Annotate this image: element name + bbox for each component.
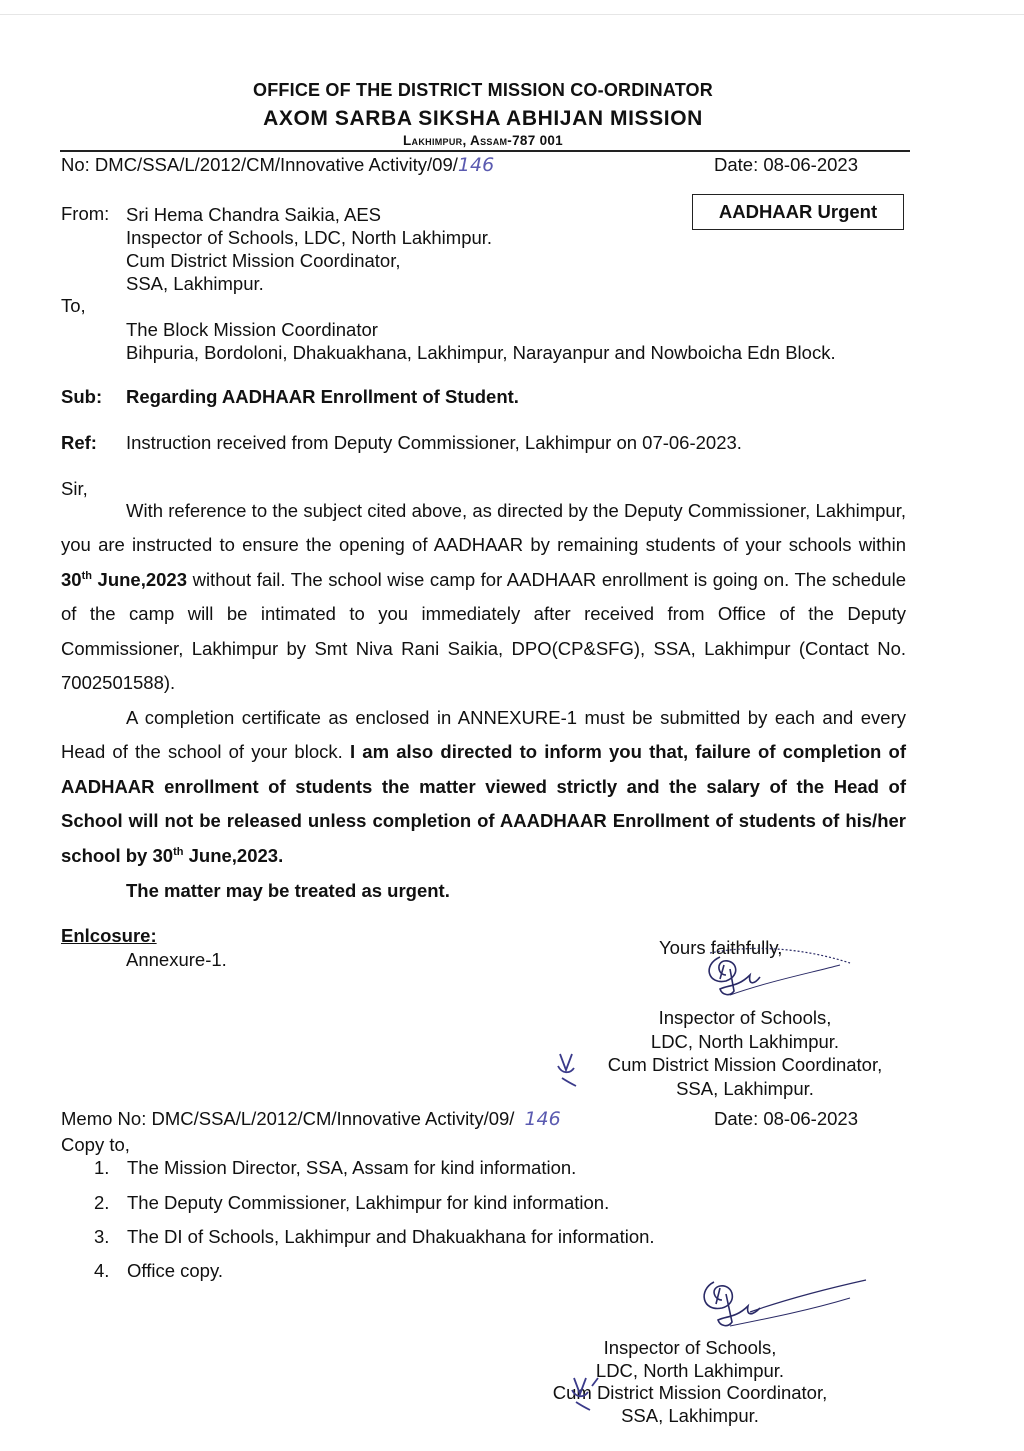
to-label: To, xyxy=(61,295,86,316)
body-text: without fail. The school wise camp for AADHAAR enrollment is going on. The schedule of the camp will be intimated to you immediately after received from Office of the Deputy Commissioner, Lakhimpur by Smt Niva Rani Saikia, DPO(CP&SFG), SSA, Lakhimpur (Contact No. 7002501588). xyxy=(61,568,906,694)
subject-text: Regarding AADHAAR Enrollment of Student. xyxy=(126,386,519,407)
list-item: 3. The DI of Schools, Lakhimpur and Dhakuakhana for information. xyxy=(94,1226,655,1247)
designation-line: Inspector of Schools, xyxy=(603,1337,777,1358)
reference-text: Instruction received from Deputy Commissioner, Lakhimpur on 07-06-2023. xyxy=(126,432,742,453)
reference-label: Ref: xyxy=(61,432,97,453)
initial-mark-1 xyxy=(552,1048,582,1090)
signature-2-scribble xyxy=(690,1268,870,1338)
signature-1-scribble xyxy=(690,945,860,1015)
urgent-stamp: AADHAAR Urgent xyxy=(692,194,904,230)
from-line: Sri Hema Chandra Saikia, AES xyxy=(126,204,382,225)
designation-line: LDC, North Lakhimpur. xyxy=(650,1030,840,1052)
office-title: OFFICE OF THE DISTRICT MISSION CO-ORDINATOR xyxy=(253,80,713,100)
initial-mark-2 xyxy=(566,1372,600,1414)
body-text: With reference to the subject cited above, as directed by the Deputy Commissioner, Lakhimpur, you are instructed to ensure the opening of AADHAAR by remaining students of your schools within xyxy=(61,500,906,556)
body-bold-text: I am also directed to inform you that, failure of completion of AADHAAR enrollment of students the matter viewed strictly and the salary of the Head of School will not be released unless completion of AAADHAAR Enrollment of students of his/her school by 30th June,2023. xyxy=(61,741,907,866)
from-line: Inspector of Schools, LDC, North Lakhimpur. xyxy=(126,227,493,248)
mission-title: AXOM SARBA SIKSHA ABHIJAN MISSION xyxy=(263,107,703,130)
designation-line: Cum District Mission Coordinator, xyxy=(552,1382,828,1403)
signature-2-designation xyxy=(552,1337,970,1427)
from-line: SSA, Lakhimpur. xyxy=(126,273,264,294)
body-paragraph-2 xyxy=(61,701,906,873)
letter-number-handwritten: 146 xyxy=(457,154,495,176)
closing: Yours faithfully, xyxy=(659,937,783,958)
salutation: Sir, xyxy=(61,478,88,499)
body-paragraph-1 xyxy=(61,494,906,700)
signature-1-designation xyxy=(555,1006,935,1100)
list-item: 2. The Deputy Commissioner, Lakhimpur for kind information. xyxy=(94,1192,610,1213)
from-line: Cum District Mission Coordinator, xyxy=(126,250,401,271)
body-text: A completion certificate as enclosed in ANNEXURE-1 must be submitted by each and every Head of the school of your block. xyxy=(61,707,906,763)
deadline-date: 30th June,2023 xyxy=(61,568,188,590)
designation-line: Inspector of Schools, xyxy=(658,1007,832,1028)
from-label: From: xyxy=(61,203,110,224)
letter-number xyxy=(61,154,494,176)
urgent-note: The matter may be treated as urgent. xyxy=(126,880,450,901)
enclosure-label: Enlcosure: xyxy=(61,925,157,946)
header-divider xyxy=(60,150,910,152)
memo-number-text: Memo No: DMC/SSA/L/2012/CM/Innovative Activity/09/ xyxy=(61,1108,515,1129)
designation-line: SSA, Lakhimpur. xyxy=(621,1404,759,1426)
letter-date: Date: 08-06-2023 xyxy=(714,154,858,175)
enclosure-item: Annexure-1. xyxy=(126,949,227,970)
designation-line: Cum District Mission Coordinator, xyxy=(607,1054,883,1075)
copy-to-label: Copy to, xyxy=(61,1134,130,1155)
letter-number-text: No: DMC/SSA/L/2012/CM/Innovative Activity/09/ xyxy=(61,154,458,175)
list-item: 4. Office copy. xyxy=(94,1260,223,1281)
page-top-border xyxy=(0,14,1024,15)
list-item: 1. The Mission Director, SSA, Assam for kind information. xyxy=(94,1157,577,1178)
memo-number xyxy=(61,1108,561,1130)
subject-label: Sub: xyxy=(61,386,103,407)
office-address: Lakhimpur, Assam-787 001 xyxy=(403,133,563,148)
from-block xyxy=(126,203,492,295)
memo-date: Date: 08-06-2023 xyxy=(714,1108,858,1129)
to-block xyxy=(126,318,836,364)
designation-line: LDC, North Lakhimpur. xyxy=(595,1359,785,1381)
memo-number-handwritten: 146 xyxy=(524,1108,561,1130)
to-line: Bihpuria, Bordoloni, Dhakuakhana, Lakhimpur, Narayanpur and Nowboicha Edn Block. xyxy=(126,342,836,363)
to-line: The Block Mission Coordinator xyxy=(126,319,378,340)
designation-line: SSA, Lakhimpur. xyxy=(676,1077,814,1099)
